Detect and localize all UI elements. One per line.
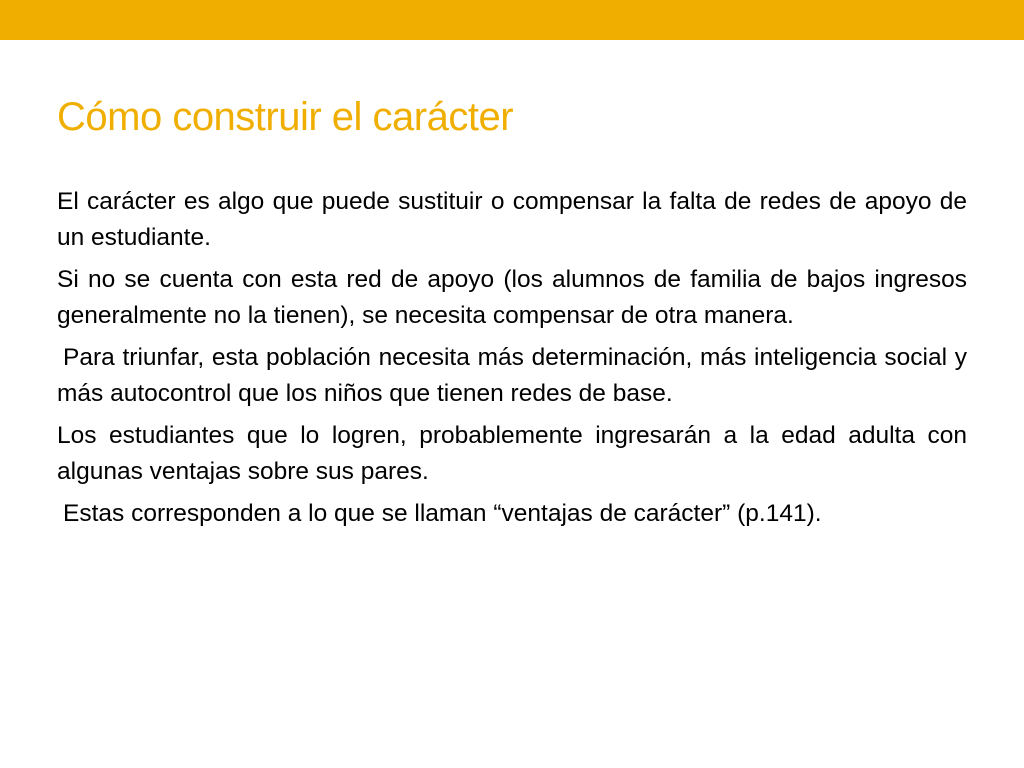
body-paragraph-3: Para triunfar, esta población necesita más determinación, más inteligencia social y más autocontrol que los niños que tienen redes de base. [57,344,967,407]
body-paragraph-4: Los estudiantes que lo logren, probablemente ingresarán a la edad adulta con algunas ventajas sobre sus pares. [57,422,967,485]
slide-title: Cómo construir el carácter [57,95,514,139]
body-paragraph-1: El carácter es algo que puede sustituir o compensar la falta de redes de apoyo de un estudiante. [57,188,967,251]
body-paragraph-2: Si no se cuenta con esta red de apoyo (los alumnos de familia de bajos ingresos generalmente no la tienen), se necesita compensar de otra manera. [57,266,967,329]
body-paragraph-5: Estas corresponden a lo que se llaman “ventajas de carácter” (p.141). [63,500,822,527]
top-accent-bar [0,0,1024,40]
slide-body [57,184,967,538]
